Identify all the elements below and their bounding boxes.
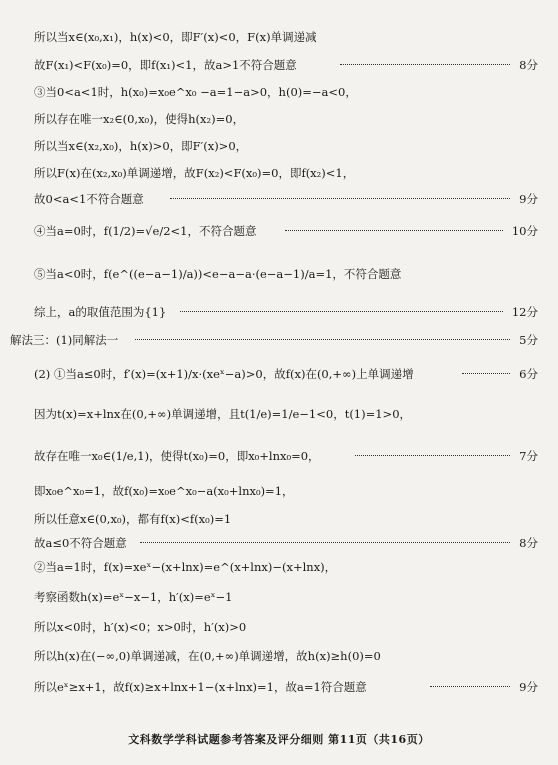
solution-line <box>0 481 558 501</box>
solution-line <box>0 557 558 577</box>
leader-dots <box>285 230 503 231</box>
leader-dots <box>170 198 510 199</box>
line-text: 所以当x∈(x₂,x₀)，h(x)>0，即F′(x)>0， <box>34 139 248 153</box>
page-footer: 文科数学学科试题参考答案及评分细则 第11页（共16页） <box>128 733 430 746</box>
score-label: 5分 <box>519 333 538 347</box>
leader-dots <box>180 311 503 312</box>
solution-line <box>0 330 558 350</box>
line-text: ③当0<a<1时，h(x₀)=x₀e^x₀ −a=1−a>0，h(0)=−a<0， <box>34 85 357 99</box>
solution-line <box>0 264 558 284</box>
line-text: 所以h(x)在(−∞,0)单调递减，在(0,+∞)单调递增，故h(x)≥h(0)=0 <box>34 649 381 663</box>
line-text: 故存在唯一x₀∈(1/e,1)，使得t(x₀)=0，即x₀+lnx₀=0， <box>34 449 320 463</box>
solution-line <box>0 509 558 529</box>
solution-line <box>0 221 558 241</box>
line-text: 故0<a<1不符合题意 <box>34 192 144 206</box>
line-text: 综上，a的取值范围为{1} <box>34 305 167 319</box>
line-text: 考察函数h(x)=eˣ−x−1，h′(x)=eˣ−1 <box>34 590 233 604</box>
solution-line <box>0 364 558 384</box>
solution-line <box>0 446 558 466</box>
score-label: 8分 <box>519 536 538 550</box>
score-label: 12分 <box>511 305 538 319</box>
solution-line <box>0 646 558 666</box>
solution-line <box>0 302 558 322</box>
score-label: 8分 <box>519 58 538 72</box>
line-text: (2) ①当a≤0时，f′(x)=(x+1)/x·(xeˣ−a)>0，故f(x)在(0,+∞)上单调递增 <box>34 367 414 381</box>
score-label: 9分 <box>519 192 538 206</box>
score-label: 7分 <box>519 449 538 463</box>
line-text: 即x₀e^x₀=1，故f(x₀)=x₀e^x₀−a(x₀+lnx₀)=1， <box>34 484 294 498</box>
solution-line <box>0 82 558 102</box>
solution-line <box>0 189 558 209</box>
solution-line <box>0 587 558 607</box>
line-text: 所以当x∈(x₀,x₁)，h(x)<0，即F′(x)<0，F(x)单调递减 <box>34 30 317 44</box>
leader-dots <box>340 64 510 65</box>
leader-dots <box>430 686 510 687</box>
solution-line <box>0 617 558 637</box>
solution-line <box>0 27 558 47</box>
leader-dots <box>135 339 510 340</box>
line-text: 所以eˣ≥x+1，故f(x)≥x+lnx+1−(x+lnx)=1，故a=1符合题意 <box>34 680 367 694</box>
score-label: 10分 <box>511 224 538 238</box>
line-text: ②当a=1时，f(x)=xeˣ−(x+lnx)=e^(x+lnx)−(x+lnx)， <box>34 560 337 574</box>
score-label: 9分 <box>519 680 538 694</box>
solution-line <box>0 109 558 129</box>
line-text: 因为t(x)=x+lnx在(0,+∞)单调递增，且t(1/e)=1/e−1<0，t(1)=1>0， <box>34 407 412 421</box>
line-text: 所以F(x)在(x₂,x₀)单调递增，故F(x₂)<F(x₀)=0，即f(x₂)<1， <box>34 166 355 180</box>
solution-line <box>0 533 558 553</box>
line-text: ④当a=0时，f(1/2)=√e/2<1，不符合题意 <box>34 224 257 238</box>
line-text: 故F(x₁)<F(x₀)=0，即f(x₁)<1，故a>1不符合题意 <box>34 58 297 72</box>
line-text: 故a≤0不符合题意 <box>34 536 127 550</box>
solution-line <box>0 677 558 697</box>
solution-line <box>0 163 558 183</box>
solution-line <box>0 136 558 156</box>
line-text: 解法三：(1)同解法一 <box>10 333 119 347</box>
leader-dots <box>462 373 510 374</box>
solution-line <box>0 55 558 75</box>
leader-dots <box>140 542 510 543</box>
leader-dots <box>355 455 510 456</box>
line-text: 所以存在唯一x₂∈(0,x₀)，使得h(x₂)=0， <box>34 112 245 126</box>
score-label: 6分 <box>519 367 538 381</box>
line-text: 所以任意x∈(0,x₀)，都有f(x)<f(x₀)=1 <box>34 512 232 526</box>
solution-line <box>0 404 558 424</box>
line-text: 所以x<0时，h′(x)<0；x>0时，h′(x)>0 <box>34 620 247 634</box>
line-text: ⑤当a<0时，f(e^((e−a−1)/a))<e−a−a·(e−a−1)/a=1，不符合题意 <box>34 267 402 281</box>
